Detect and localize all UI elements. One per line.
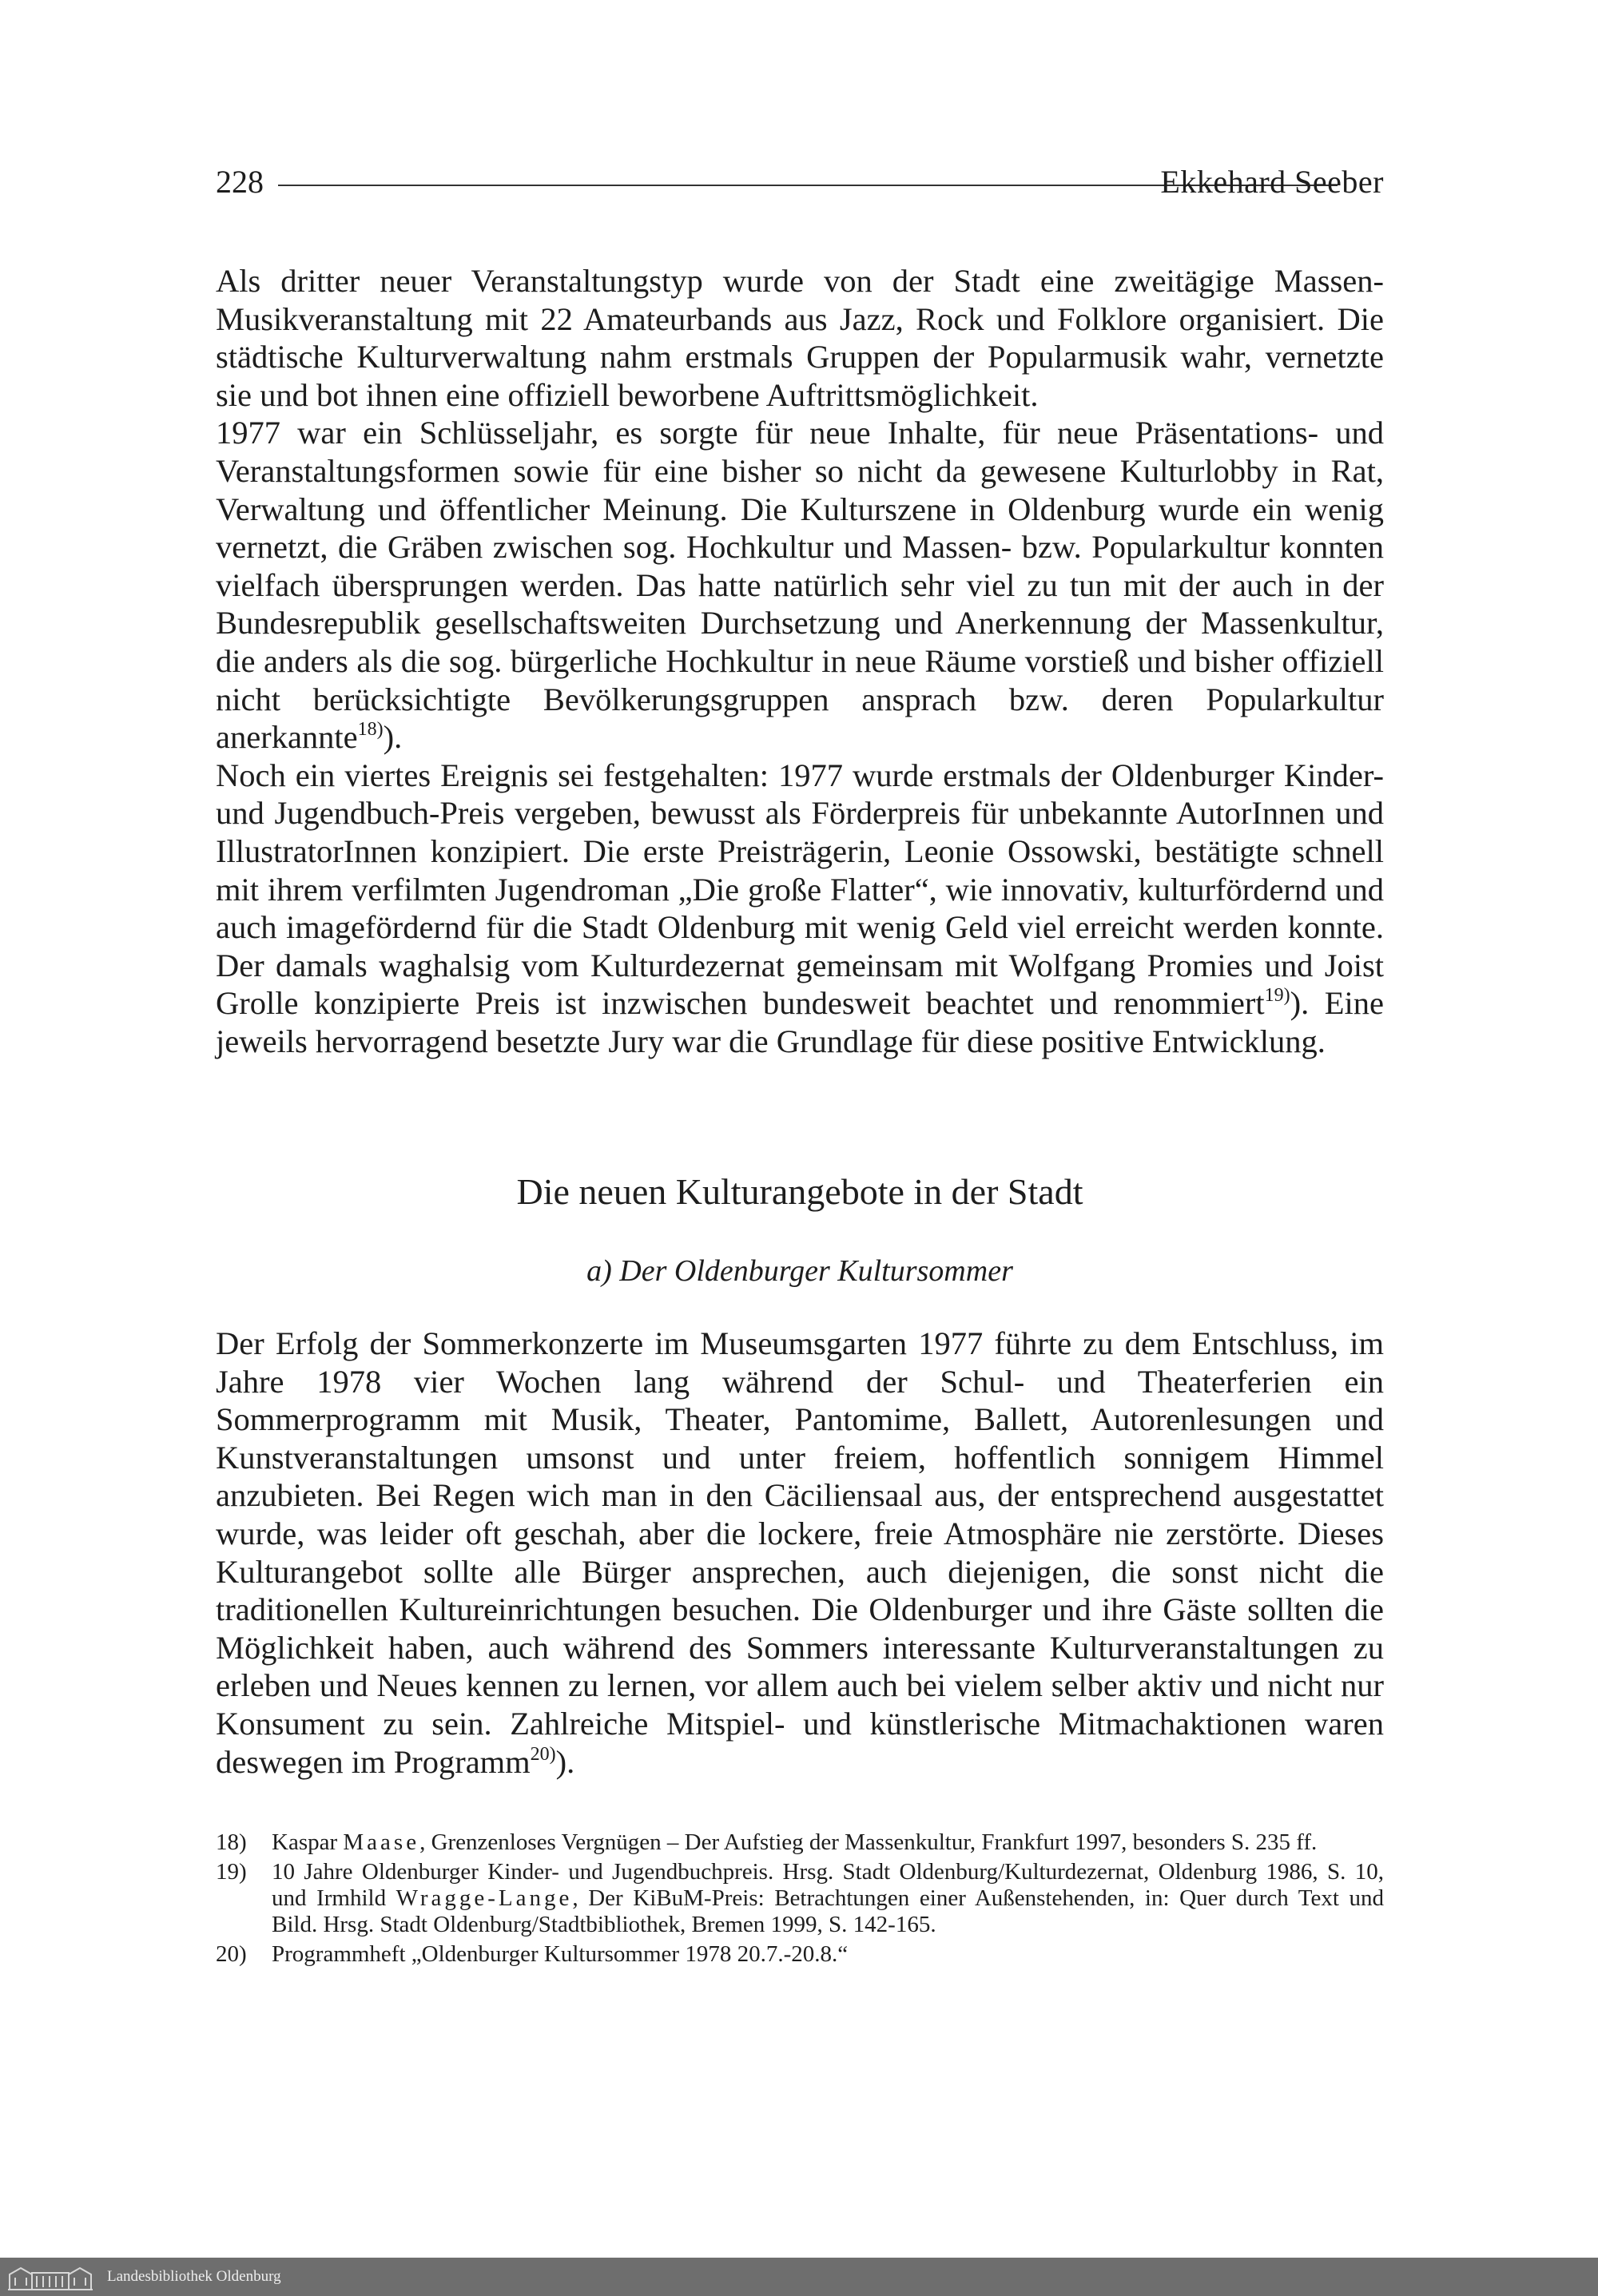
- footnote-author: Maase: [343, 1829, 420, 1855]
- footnote-number: 20): [216, 1941, 247, 1967]
- footnotes: [216, 1829, 1384, 1971]
- footnote-ref: 20): [530, 1743, 556, 1765]
- footnote: [216, 1941, 1384, 1968]
- paragraph-text-end: ).: [555, 1743, 575, 1780]
- footnote-text-pre: Kaspar: [272, 1829, 344, 1855]
- footnote-text-post: , Der KiBuM-Preis: Betrachtungen einer Außenstehenden, in: Quer durch Text und Bild. Hrsg. Stadt Oldenburg/Stadtbibliothek, Bremen 1999, S. 142-165.: [272, 1885, 1384, 1937]
- footnote: [216, 1829, 1384, 1856]
- page-number: 228: [216, 164, 264, 200]
- running-header: [216, 160, 1384, 208]
- sub-heading: a) Der Oldenburger Kultursommer: [586, 1254, 1013, 1288]
- footnote-ref: 19): [1264, 985, 1290, 1007]
- library-building-icon: [6, 2262, 94, 2292]
- footnote-text: [272, 1941, 1384, 1968]
- paragraph-text-end: ). Eine jeweils hervorragend besetzte Jury war die Grundlage für diese positive Entwicklung.: [216, 985, 1384, 1059]
- footnote-ref: 18): [357, 719, 384, 741]
- paragraph: [216, 414, 1384, 756]
- paragraph: [216, 757, 1384, 1061]
- paragraph: Als dritter neuer Veranstaltungstyp wurde von der Stadt eine zweitägige Massen-Musikveranstaltung mit 22 Amateurbands aus Jazz, Rock und Folklore organisiert. Die städtische Kulturverwaltung nahm erstmals Gruppen der Popularmusik wahr, vernetzte sie und bot ihnen eine offiziell beworbene Auftrittsmöglichkeit.: [216, 263, 1384, 413]
- body-text-bottom: [216, 1325, 1384, 1781]
- section-heading: Die neuen Kulturangebote in der Stadt: [516, 1171, 1083, 1212]
- body-text-top: [216, 262, 1384, 1060]
- paragraph-text: Noch ein viertes Ereignis sei festgehalten: 1977 wurde erstmals der Oldenburger Kinder- und Jugendbuch-Preis vergeben, bewusst als Förderpreis für unbekannte AutorInnen und IllustratorInnen konzipiert. Die erste Preisträgerin, Leonie Ossowski, bestätigte schnell mit ihrem verfilmten Jugendroman „Die große Flatter“, wie innovativ, kulturfördernd und auch imagefördernd für die Stadt Oldenburg mit wenig Geld viel erreicht werden konnte. Der damals waghalsig vom Kulturdezernat gemeinsam mit Wolfgang Promies und Joist Grolle konzipierte Preis ist inzwischen bundesweit beachtet und renommiert: [216, 757, 1384, 1022]
- footnote-number: 19): [216, 1859, 247, 1885]
- footnote-text-pre: 10 Jahre Oldenburger Kinder- und Jugendbuchpreis. Hrsg. Stadt Oldenburg/Kulturdezernat, Oldenburg 1986, S. 10, und Irmhild: [272, 1859, 1384, 1911]
- footnote-text: [272, 1859, 1384, 1938]
- paragraph-text: 1977 war ein Schlüsseljahr, es sorgte für neue Inhalte, für neue Präsentations- und Veranstaltungsformen sowie für eine bisher so nicht da gewesene Kulturlobby in Rat, Verwaltung und öffentlicher Meinung. Die Kulturszene in Oldenburg wurde ein wenig vernetzt, die Gräben zwischen sog. Hochkultur und Massen- bzw. Popularkultur konnten vielfach übersprungen werden. Das hatte natürlich sehr viel zu tun mit der auch in der Bundesrepublik gesellschaftsweiten Durchsetzung und Anerkennung der Massenkultur, die anders als die sog. bürgerliche Hochkultur in neue Räume vorstieß und bisher offiziell nicht berücksichtigte Bevölkerungsgruppen ansprach bzw. deren Popularkultur anerkannte: [216, 415, 1384, 756]
- footer-bar: [0, 2258, 1598, 2296]
- paragraph-text-end: ).: [383, 719, 403, 756]
- paragraph: [216, 1325, 1384, 1781]
- footnote-number: 18): [216, 1829, 247, 1855]
- footnote-text-post: , Grenzenloses Vergnügen – Der Aufstieg der Massenkultur, Frankfurt 1997, besonders S. 235 ff.: [419, 1829, 1318, 1855]
- footnote-text: [272, 1829, 1384, 1856]
- footnote: [216, 1859, 1384, 1938]
- paragraph-text: Der Erfolg der Sommerkonzerte im Museumsgarten 1977 führte zu dem Entschluss, im Jahre 1978 vier Wochen lang während der Schul- und Theaterferien ein Sommerprogramm mit Musik, Theater, Pantomime, Ballett, Autorenlesungen und Kunstveranstaltungen umsonst und unter freiem, hoffentlich sonnigem Himmel anzubieten. Bei Regen wich man in den Cäciliensaal aus, der entsprechend ausgestattet wurde, was leider oft geschah, aber die lockere, freie Atmosphäre nie zerstörte. Dieses Kulturangebot sollte alle Bürger ansprechen, auch diejenigen, die sonst nicht die traditionellen Kultureinrichtungen besuchen. Die Oldenburger und ihre Gäste sollten die Möglichkeit haben, auch während des Sommers interessante Kulturveranstaltungen zu erleben und Neues kennen zu lernen, vor allem auch bei vielem selber aktiv und nicht nur Konsument zu sein. Zahlreiche Mitspiel- und künstlerische Mitmachaktionen waren deswegen im Programm: [216, 1325, 1384, 1780]
- footnote-author: Wragge-Lange: [396, 1885, 573, 1911]
- footnote-text-pre: Programmheft „Oldenburger Kultursommer 1978 20.7.-20.8.“: [272, 1941, 849, 1967]
- running-head-author: Ekkehard Seeber: [1160, 164, 1384, 200]
- footer-label: Landesbibliothek Oldenburg: [107, 2268, 281, 2285]
